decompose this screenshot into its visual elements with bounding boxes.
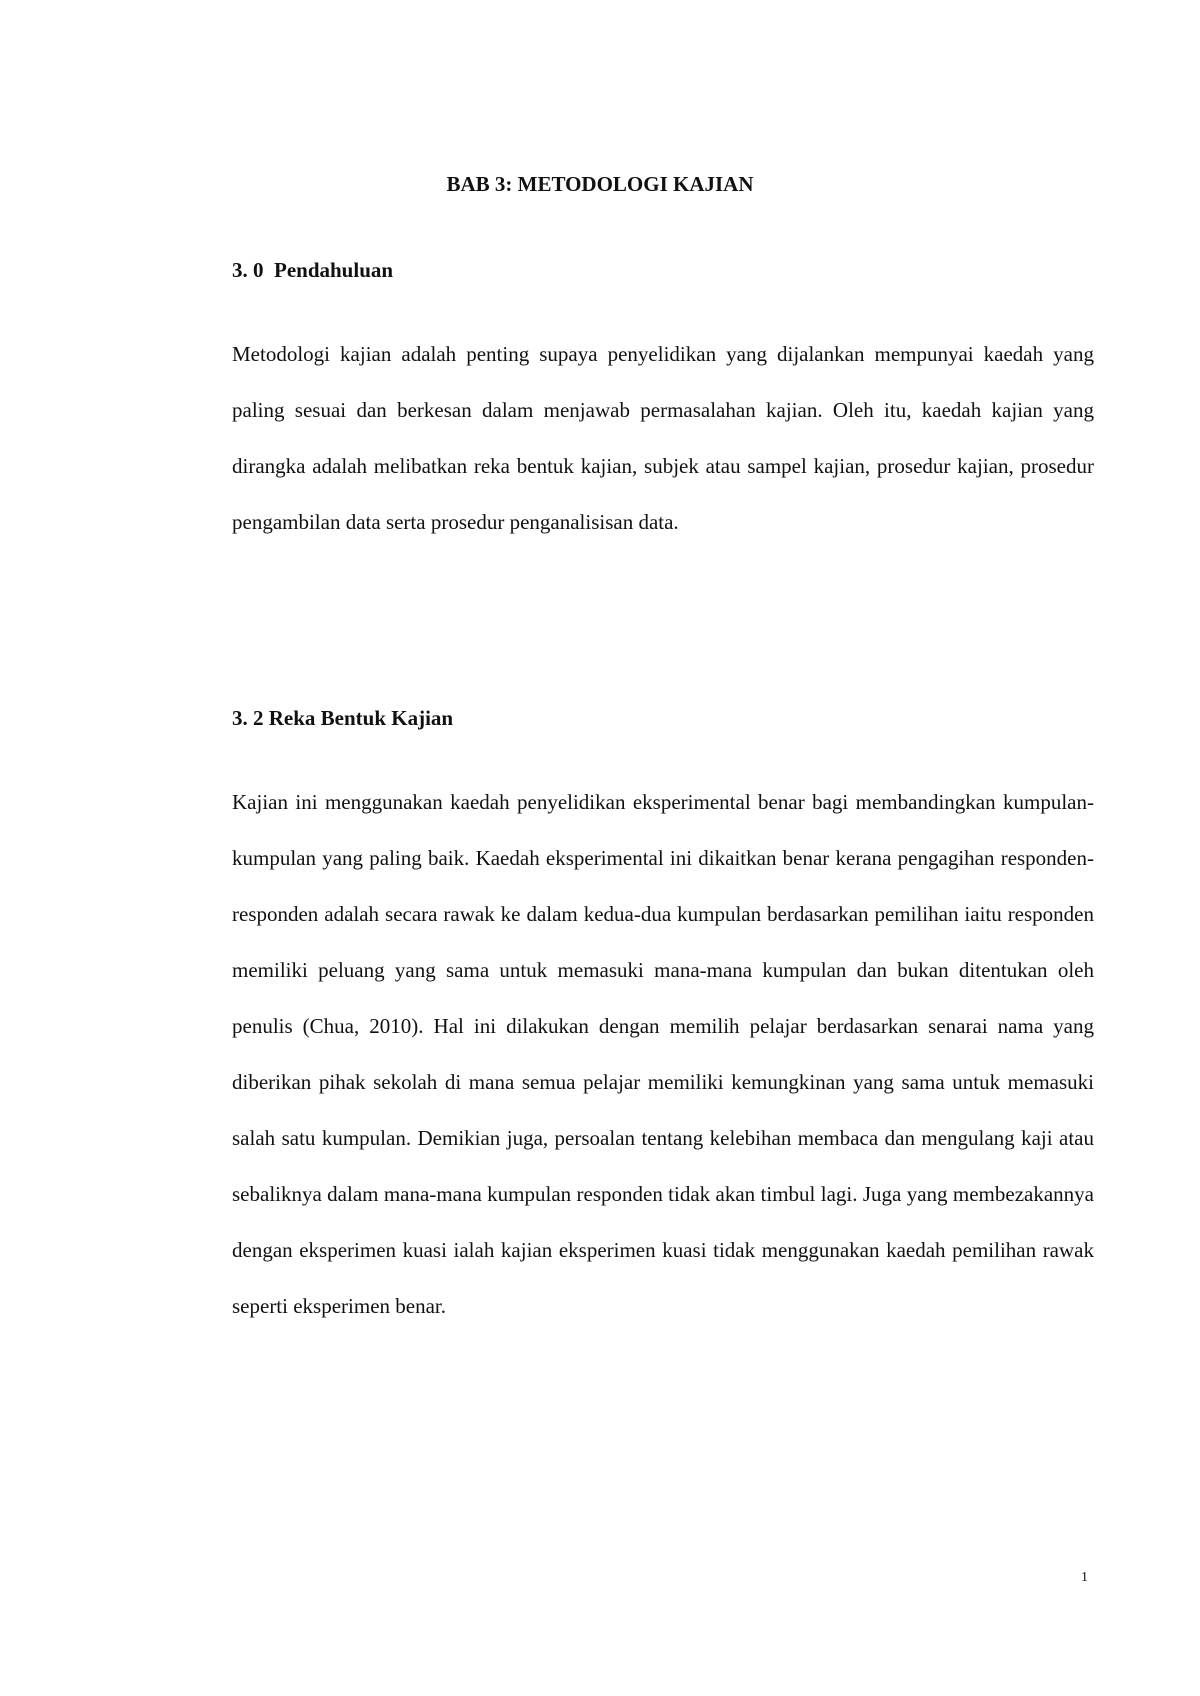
section-body-reka-bentuk-kajian: Kajian ini menggunakan kaedah penyelidikan eksperimental benar bagi membandingkan kumpulan-kumpulan yang paling baik. Kaedah eksperimental ini dikaitkan benar kerana pengagihan responden-responden adalah secara rawak ke dalam kedua-dua kumpulan berdasarkan pemilihan iaitu responden memiliki peluang yang sama untuk memasuki mana-mana kumpulan dan bukan ditentukan oleh penulis (Chua, 2010). Hal ini dilakukan dengan memilih pelajar berdasarkan senarai nama yang diberikan pihak sekolah di mana semua pelajar memiliki kemungkinan yang sama untuk memasuki salah satu kumpulan. Demikian juga, persoalan tentang kelebihan membaca dan mengulang kaji atau sebaliknya dalam mana-mana kumpulan responden tidak akan timbul lagi. Juga yang membezakannya dengan eksperimen kuasi ialah kajian eksperimen kuasi tidak menggunakan kaedah pemilihan rawak seperti eksperimen benar. (232, 790, 1094, 1318)
section-body-pendahuluan: Metodologi kajian adalah penting supaya penyelidikan yang dijalankan mempunyai kaedah yang paling sesuai dan berkesan dalam menjawab permasalahan kajian. Oleh itu, kaedah kajian yang dirangka adalah melibatkan reka bentuk kajian, subjek atau sampel kajian, prosedur kajian, prosedur pengambilan data serta prosedur penganalisisan data. (232, 342, 1094, 534)
section-heading-pendahuluan: 3. 0 Pendahuluan (232, 258, 394, 282)
page-number: 1 (1081, 1570, 1088, 1585)
section-heading-reka-bentuk-kajian: 3. 2 Reka Bentuk Kajian (232, 706, 454, 730)
chapter-title: BAB 3: METODOLOGI KAJIAN (446, 172, 754, 196)
